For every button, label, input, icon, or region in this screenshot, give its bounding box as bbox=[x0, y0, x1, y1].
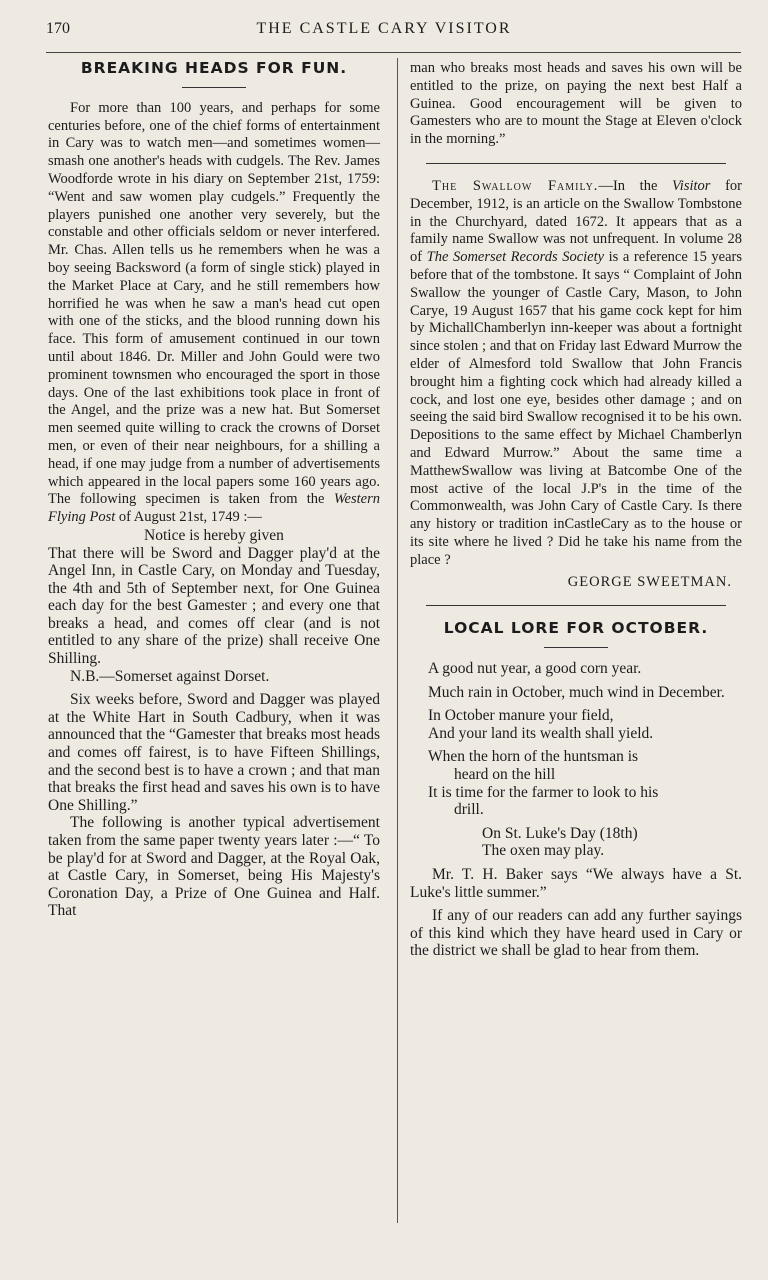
column-divider bbox=[397, 58, 398, 1223]
paragraph-text: For more than 100 years, and perhaps for some centuries before, one of the chief forms of entertainment in Cary was to watch men—and sometimes women—smash one another's heads with cudgels. The Rev. James Woodforde wrote in his diary on September 21st, 1759: “Went and saw women play cudgels.” Frequently the players punished one another very severely, but the constable and other officials seldom or never interfered. Mr. Chas. Allen tells us he remembers when he was a boy seeing Backsword (a form of single stick) played in the Market Place at Cary, and he still remembers how horrified he was when he saw a man's head cut open with one of the sticks, and the blood running down his face. This form of amusement continued in our town until about 1846. Dr. Miller and John Gould were two prominent townsmen who encouraged the sport in those days. One of the last exhibitions took place in front of the Angel, and the prize was a new hat. But Somerset men seemed quite willing to crack the crowns of Dorset men, or even of their near neighbours, for a shilling a head, if one may judge from a number of advertisements which appeared in the local papers some 160 years ago. The following specimen is taken from the bbox=[48, 99, 380, 508]
local-lore-heading: LOCAL LORE FOR OCTOBER. bbox=[443, 619, 709, 638]
swallow-text-b: for December, 1912, is an article on the Swallow Tombstone in the Churchyard, dated 1672. It appears that as a family name Swallow was not unfrequent. In volume 28 of bbox=[410, 177, 743, 266]
running-title: THE CASTLE CARY VISITOR bbox=[256, 20, 512, 37]
swallow-family-paragraph bbox=[410, 178, 742, 570]
royal-oak-paragraph: The following is another typical advertisement taken from the same paper twenty years later :—“ To be play'd for at Sword and Dagger, at the Royal Oak, at Castle Cary, in Somerset, being His Majesty's Coronation Day, a Prize of One Guinea and Half. That bbox=[48, 814, 380, 920]
header-rule bbox=[46, 52, 741, 53]
notice-title: Notice is hereby given bbox=[144, 526, 284, 544]
saying-manure-a: In October manure your field, bbox=[428, 707, 614, 725]
saying-rain: Much rain in October, much wind in December. bbox=[428, 683, 725, 701]
saying-st-luke-a: On St. Luke's Day (18th) bbox=[482, 824, 638, 842]
saying-nut-year: A good nut year, a good corn year. bbox=[428, 660, 642, 678]
saying-horn-b: heard on the hill bbox=[454, 766, 556, 784]
swallow-family-title: The Swallow Family. bbox=[432, 177, 599, 194]
newspaper-name: Western Flying Post bbox=[48, 491, 380, 526]
page-number: 170 bbox=[46, 20, 70, 37]
swallow-text-a: —In the bbox=[598, 177, 658, 194]
saying-st-luke-b: The oxen may play. bbox=[482, 842, 605, 860]
society-name: The Somerset Records Society bbox=[426, 249, 605, 266]
south-cadbury-paragraph: Six weeks before, Sword and Dagger was played at the White Hart in South Cadbury, when it was announced that the “Gamester that breaks most heads and comes off fairest, is to have Fifteen Shillings, and the second best is to have a crown ; and that man that breaks the first head and saves his own is to have One Shilling.” bbox=[48, 691, 380, 814]
swallow-text-c: is a reference 15 years before that of the tombstone. It says “ Complaint of John Swallow the younger of Castle Cary, Mason, to John Carye, 19 August 1657 that his game cock kept for him by MichallChamberlyn inn-keeper was about a fortnight since stolen ; and that on Friday last Edward Murrow the elder of Almesford told Swallow that John Francis brought him a fighting cock which had already killed a cock, and lost one eye, besides other damage ; and on seeing the said bird Swallow recognised it to be his own. Depositions to the same effect by Michael Chamberlyn and Edward Murrow.” About the same time a MatthewSwallow was living at Batcombe One of the most active of the local J.P's in the time of the Commonwealth, was John Cary of Castle Cary. Is there any history or tradition inCastleCary as to the house or its site where he lived ? Did he take his name from the place ? bbox=[410, 249, 743, 568]
right-column bbox=[410, 60, 742, 960]
author-signature: GEORGE SWEETMAN. bbox=[567, 573, 732, 590]
breaking-heads-heading: BREAKING HEADS FOR FUN. bbox=[80, 59, 348, 77]
closing-paragraph: If any of our readers can add any further sayings of this kind which they have heard used in Cary or the district we shall be glad to hear from them. bbox=[410, 907, 742, 960]
notice-body: That there will be Sword and Dagger play'd at the Angel Inn, in Castle Cary, on Monday and Tuesday, the 4th and 5th of September next, for One Guinea each day for the best Gamester ; and every one that breaks a head, and comes off clear (and is not entitled to any share of the prize) shall receive One Shilling. bbox=[48, 544, 380, 668]
saying-horn-d: drill. bbox=[454, 801, 484, 819]
baker-paragraph: Mr. T. H. Baker says “We always have a St. Luke's little summer.” bbox=[410, 866, 742, 901]
notice-nb: N.B.—Somerset against Dorset. bbox=[70, 667, 270, 685]
heading-rule bbox=[182, 87, 246, 88]
saying-manure-b: And your land its wealth shall yield. bbox=[428, 724, 654, 742]
section-rule-2 bbox=[426, 605, 726, 606]
continued-paragraph: man who breaks most heads and saves his own will be entitled to the prize, on paying the next best Half a Guinea. Good encouragement will be given to Gamesters who are to mount the Stage at Eleven o'clock in the morning.” bbox=[410, 60, 742, 148]
saying-horn-a: When the horn of the huntsman is bbox=[428, 748, 639, 766]
section-rule bbox=[426, 163, 726, 164]
breaking-heads-paragraph bbox=[48, 100, 380, 527]
lore-heading-rule bbox=[544, 647, 608, 648]
lore-sayings bbox=[410, 660, 742, 860]
visitor-name: Visitor bbox=[672, 177, 711, 194]
paragraph-date: of August 21st, 1749 :— bbox=[118, 509, 262, 526]
left-column bbox=[48, 60, 380, 920]
saying-horn-c: It is time for the farmer to look to his bbox=[428, 783, 659, 801]
